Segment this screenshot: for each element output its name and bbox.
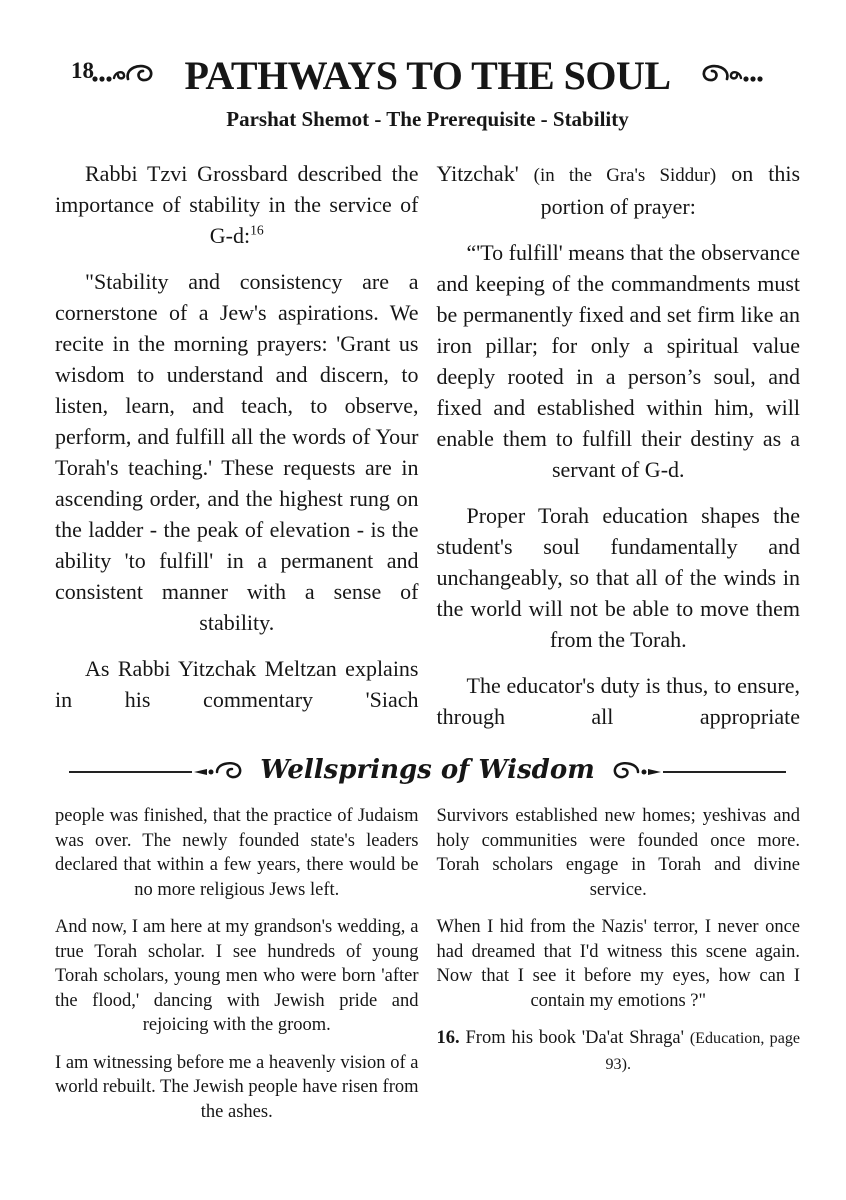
header-left-flourish-icon: [90, 60, 174, 90]
paragraph-text: Rabbi Tzvi Grossbard described the importance of stability in the service of G-d:: [55, 161, 419, 248]
paragraph: And now, I am here at my grandson's wedding, a true Torah scholar. I see hundreds of young Torah scholars, young men who were born 'after the flood,' dancing with Jewish pride and rejoicing with the groom.: [55, 917, 419, 1035]
footnote-detail: (Education, page 93).: [605, 1030, 800, 1073]
footnote-reference: 16: [250, 222, 264, 238]
header-right-flourish-icon: [681, 60, 765, 90]
footnote: [437, 1026, 801, 1077]
paragraph: [437, 158, 801, 222]
wellsprings-right-column: [437, 804, 801, 1124]
page-header: [55, 50, 800, 132]
chapter-subtitle: Parshat Shemot - The Prerequisite - Stability: [226, 107, 629, 131]
divider-rule-left: [69, 771, 192, 773]
book-title: PATHWAYS TO THE SOUL: [184, 53, 671, 98]
paragraph: people was finished, that the practice of Judaism was over. The newly founded state's leaders declared that within a few years, there would be no more religious Jews left.: [55, 806, 419, 900]
footnote-number: 16.: [436, 1028, 460, 1048]
paragraph: Proper Torah education shapes the student's soul fundamentally and unchangeably, so that all of the winds in the world will not be able to move them from the Torah.: [436, 503, 800, 652]
main-left-column: [55, 158, 419, 732]
wellsprings-left-column: [55, 804, 419, 1124]
divider-left-ornament-icon: [194, 760, 252, 784]
wellsprings-section: [55, 804, 800, 1124]
paragraph: As Rabbi Yitzchak Meltzan explains in his commentary 'Siach: [55, 656, 419, 712]
parenthetical-note: (in the Gra's Siddur): [533, 165, 717, 186]
main-text-section: [55, 158, 800, 732]
paragraph: I am witnessing before me a heavenly vision of a world rebuilt. The Jewish people have risen from the ashes.: [55, 1052, 419, 1122]
page-number: 18: [71, 58, 94, 83]
main-right-column: [437, 158, 801, 732]
divider-rule-right: [663, 771, 786, 773]
paragraph-text: on this portion of prayer:: [540, 161, 801, 219]
footnote-text: From his book 'Da'at Shraga': [465, 1028, 684, 1048]
paragraph: The educator's duty is thus, to ensure, through all appropriate: [436, 673, 800, 729]
divider-right-ornament-icon: [603, 760, 661, 784]
paragraph: Survivors established new homes; yeshivas and holy communities were founded once more. Torah scholars engage in Torah and divine service.: [436, 806, 800, 900]
paragraph: [55, 158, 419, 251]
divider-title: Wellsprings of Wisdom: [260, 755, 595, 785]
paragraph: "Stability and consistency are a cornerstone of a Jew's aspirations. We recite in the morning prayers: 'Grant us wisdom to understand and discern, to listen, learn, and teach, to observe, perform, and fulfill all the words of Your Torah's teaching.' These requests are in ascending order, and the highest rung on the ladder - the peak of elevation - is the ability 'to fulfill' in a permanent and consistent manner with a sense of stability.: [55, 269, 419, 635]
paragraph: “'To fulfill' means that the observance and keeping of the commandments must be permanently fixed and set firm like an iron pillar; for only a spiritual value deeply rooted in a person’s soul, and fixed and established within him, will enable them to fulfill their destiny as a servant of G-d.: [436, 240, 800, 482]
section-divider: [69, 752, 786, 792]
title-row: [55, 50, 800, 100]
paragraph-text: Yitzchak': [436, 161, 519, 186]
paragraph: When I hid from the Nazis' terror, I never once had dreamed that I'd witness this scene again. Now that I see it before my eyes, how can I contain my emotions ?": [436, 917, 800, 1011]
